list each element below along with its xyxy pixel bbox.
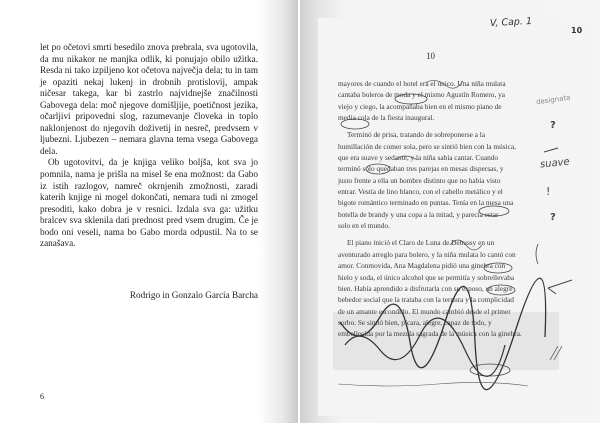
manuscript-line: Terminó de prisa, tratando de sobreponerse a la: [347, 130, 486, 140]
printed-page-number: 10: [426, 51, 435, 61]
left-paragraph-2: Ob ugotovitvi, da je knjiga veliko boljša, kot sva jo pomnila, nama je prišla na misel še ena možnost: da Gabo iz istih razlogov, namreč okrnjenih zmožnosti, zaradi katerih knjige ni mogel dokončati, nemara tudi ni zmogel presoditi, kako dobra je v resnici. Izdala sva ga: užitku bralcev sva sklenila dati prednost pred vsem drugim. Če je bodo oni veseli, nama bo Gabo morda odpustil. Na to se zanašava.: [40, 157, 258, 249]
signature: Rodrigo in Gonzalo García Barcha: [129, 290, 258, 300]
handwritten-header: V, Cap. 1: [489, 15, 533, 30]
manuscript-line: sorbo. Se sintió bien, pícara, alegre, capaz de todo, y: [338, 317, 492, 327]
manuscript-text: [338, 78, 538, 340]
left-paragraph-1: let po očetovi smrti besedilo znova prebrala, sva ugotovila, da mu nikakor ne manjka odlik, ki ponujajo obilo užitka. Resda ni tako izpiljeno kot očetova največja dela; tu in tam je opaziti nekaj lukenj in drobnih protislovij, ampak ničesar takega, kar bi zastrlo najvidnejše značilnosti Gabovega dela: moč njegove domišljije, poetičnost jezika, očarljivi pripovedni slog, razumevanje človeka in toplo naklonjenost do njegovih doživetij in nesreč, predvsem v ljubezni. Ljubezen – nemara glavna tema vsega Gabovega dela.: [40, 42, 258, 156]
manuscript-line: media cola de la fiesta inaugural.: [338, 113, 435, 123]
manuscript-line: que era suave y sedante, y la niña sabía cantar. Cuando: [338, 153, 499, 163]
manuscript-line: amor. Conmovida, Ana Magdalena pidió una ginebra con: [338, 261, 506, 271]
manuscript-line: justo frente a ella un hombre distinto que no había visto: [338, 175, 501, 185]
manuscript-line: hielo y soda, el único alcohol que se permitía y sobrellevaba: [338, 272, 515, 282]
manuscript-line: El piano inició el Claro de Luna de Debussy en un: [347, 238, 495, 248]
manuscript-line: humillación de comer sola, pero se sintió bien con la música,: [338, 141, 516, 151]
margin-note-designata: designata: [535, 93, 571, 107]
margin-note-exclamation: !: [546, 185, 551, 198]
manuscript-line: solo en el mundo.: [338, 221, 390, 231]
manuscript-line: viejo y ciego, la acompañaba bien en el mismo piano de: [338, 101, 502, 111]
book-gutter: [258, 0, 298, 423]
manuscript-line: bien. Había aprendido a disfrutarla con su esposo, un alegre: [338, 283, 513, 293]
manuscript-line: botella de brandy y una copa a la mitad, y parecía estar: [338, 209, 499, 219]
left-page-number: 6: [40, 392, 44, 401]
manuscript-line: bigote romántico terminado en puntas. Tenía en la mesa una: [338, 198, 514, 208]
left-page-text: [40, 42, 258, 250]
manuscript-line: entrar. Vestía de lino blanco, con el cabello metálico y el: [338, 187, 503, 197]
manuscript-line: terminó sólo quedaban tres parejas en mesas dispersas, y: [338, 164, 504, 174]
manuscript-line: mayores de cuando el hotel era el único. Una niña mulata: [338, 79, 506, 88]
manuscript-line: cantaba boleros de moda y el mismo Agustín Romero, ya: [338, 90, 505, 100]
margin-note-question-2: ?: [550, 212, 556, 223]
manuscript-line: de un amante escondido. El mundo cambió desde el primer: [338, 306, 511, 316]
manuscript-line: embellecida por la mezcla sagrada de la música con la ginebra.: [338, 329, 522, 339]
manuscript-line: aventurado arreglo para bolero, y la niña mulata lo cantó con: [338, 249, 516, 259]
manuscript-line: bebedor social que la trataba con la ternura y la complicidad: [338, 295, 514, 305]
margin-note-question-1: ?: [550, 120, 556, 131]
handwritten-page-number: 10: [571, 26, 583, 35]
margin-note-suave: suave: [539, 156, 571, 171]
